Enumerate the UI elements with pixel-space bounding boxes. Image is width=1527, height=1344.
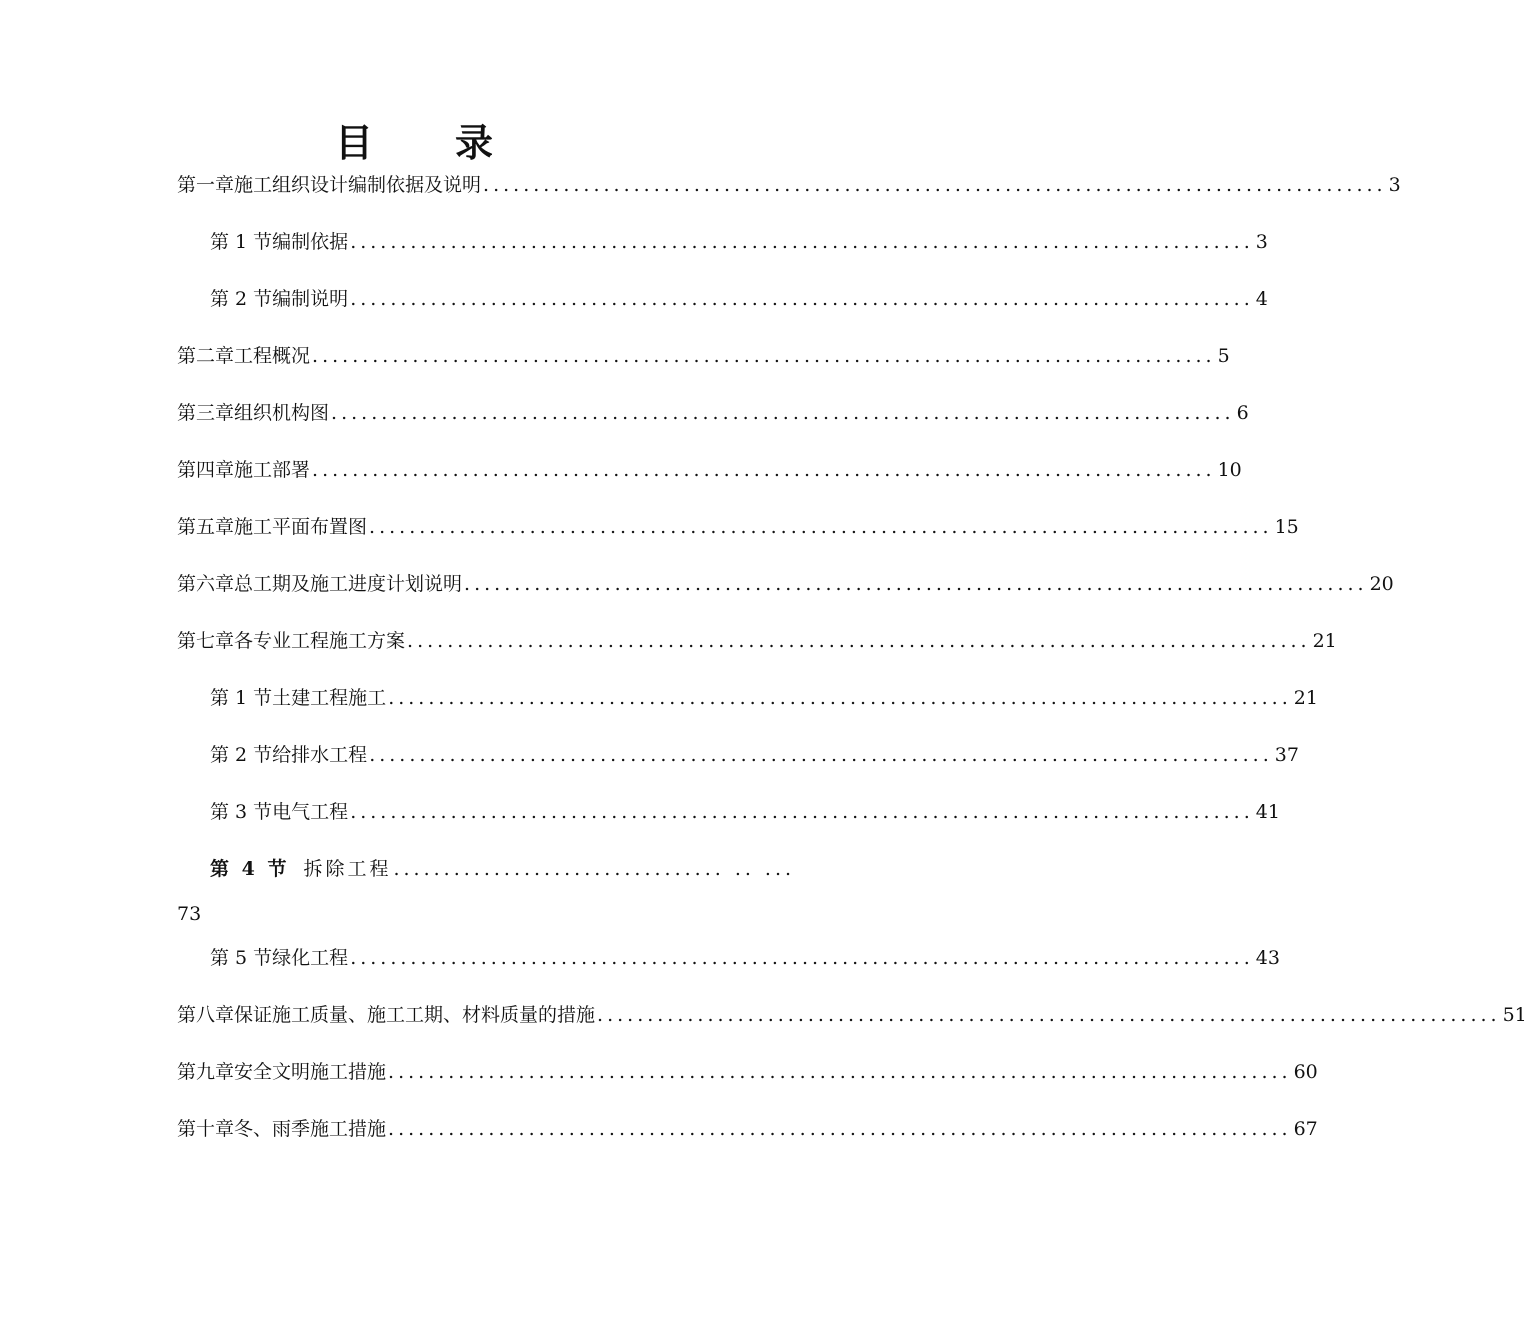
dot-leader: ..........................................................................................: [369, 516, 1273, 538]
toc-page-number: 67: [1293, 1118, 1318, 1140]
toc-page-number: 43: [1255, 947, 1280, 969]
toc-page-number: 51: [1502, 1004, 1527, 1026]
toc-wrapped-page-number: 73: [177, 903, 202, 925]
toc-entry[interactable]: [177, 170, 1401, 200]
toc-page-number: 41: [1255, 801, 1280, 823]
toc-title: 施工平面布置图: [234, 516, 368, 538]
toc-title: 施工部署: [234, 459, 311, 481]
toc-page-number: 21: [1312, 630, 1337, 652]
toc-entry[interactable]: [177, 455, 1242, 485]
toc-title: 给排水工程: [272, 744, 368, 766]
toc-number: 第 2 节: [210, 744, 273, 766]
toc-number: 第三章: [177, 402, 235, 424]
dot-leader: ..........................................................................................: [597, 1004, 1501, 1026]
toc-page-number: 4: [1255, 288, 1268, 310]
toc-number: 第十章: [177, 1118, 235, 1140]
toc-number: 第 3 节: [210, 801, 273, 823]
toc-entry[interactable]: [210, 797, 1280, 827]
toc-entry[interactable]: [177, 1000, 1527, 1030]
toc-page-number: 5: [1217, 345, 1230, 367]
toc-title: 电气工程: [272, 801, 349, 823]
toc-title: 编制依据: [272, 231, 349, 253]
toc-entry[interactable]: [177, 1114, 1318, 1144]
toc-entry[interactable]: [210, 683, 1318, 713]
toc-number: 第 2 节: [210, 288, 273, 310]
toc-title: 各专业工程施工方案: [234, 630, 406, 652]
toc-number: 第四章: [177, 459, 235, 481]
dot-leader: ................................. .. ...: [393, 858, 796, 880]
toc-title: 组织机构图: [234, 402, 330, 424]
toc-title: 绿化工程: [272, 947, 349, 969]
toc-page-number: 20: [1369, 573, 1394, 595]
toc-title: 冬、雨季施工措施: [234, 1118, 387, 1140]
dot-leader: ..........................................................................................: [331, 402, 1235, 424]
toc-number: 第八章: [177, 1004, 235, 1026]
toc-title: 施工组织设计编制依据及说明: [234, 174, 482, 196]
dot-leader: ..........................................................................................: [388, 1061, 1292, 1083]
toc-number: 第二章: [177, 345, 235, 367]
toc-entry[interactable]: [210, 284, 1268, 314]
toc-page-number: 3: [1255, 231, 1268, 253]
toc-number: 第 4 节: [210, 858, 290, 880]
toc-title: 总工期及施工进度计划说明: [234, 573, 463, 595]
toc-title: 保证施工质量、施工工期、材料质量的措施: [234, 1004, 596, 1026]
toc-number: 第五章: [177, 516, 235, 538]
toc-entry[interactable]: [177, 512, 1299, 542]
toc-number: 第六章: [177, 573, 235, 595]
toc-page-number: 6: [1236, 402, 1249, 424]
toc-entry[interactable]: [210, 740, 1299, 770]
dot-leader: ..........................................................................................: [350, 288, 1254, 310]
toc-page-number: 10: [1217, 459, 1242, 481]
toc-page-number: 3: [1388, 174, 1401, 196]
toc-entry[interactable]: [177, 398, 1249, 428]
toc-number: 第 1 节: [210, 231, 273, 253]
toc-page-number: 37: [1274, 744, 1299, 766]
toc-title: 土建工程施工: [272, 687, 387, 709]
toc-entry[interactable]: [210, 943, 1280, 973]
dot-leader: ..........................................................................................: [483, 174, 1387, 196]
toc-number: 第 1 节: [210, 687, 273, 709]
dot-leader: ..........................................................................................: [464, 573, 1368, 595]
page-title: 目 录: [334, 120, 495, 165]
toc-entry[interactable]: [210, 854, 853, 884]
toc-title: 编制说明: [272, 288, 349, 310]
toc-entry[interactable]: [177, 341, 1230, 371]
toc-number: 第七章: [177, 630, 235, 652]
dot-leader: ..........................................................................................: [350, 947, 1254, 969]
toc-page-number: 15: [1274, 516, 1299, 538]
toc-number: 第一章: [177, 174, 235, 196]
dot-leader: ..........................................................................................: [369, 744, 1273, 766]
dot-leader: ..........................................................................................: [312, 345, 1216, 367]
toc-entry[interactable]: [177, 1057, 1318, 1087]
toc-entry[interactable]: [177, 569, 1394, 599]
toc-title: 工程概况: [234, 345, 311, 367]
toc-title: 拆除工程: [303, 858, 392, 880]
toc-entry[interactable]: [210, 227, 1268, 257]
dot-leader: ..........................................................................................: [312, 459, 1216, 481]
dot-leader: ..........................................................................................: [350, 801, 1254, 823]
dot-leader: ..........................................................................................: [388, 687, 1292, 709]
toc-number: 第九章: [177, 1061, 235, 1083]
toc-number: 第 5 节: [210, 947, 273, 969]
toc-page-number: 60: [1293, 1061, 1318, 1083]
dot-leader: ..........................................................................................: [350, 231, 1254, 253]
toc-entry[interactable]: [177, 626, 1337, 656]
toc-page-number: 21: [1293, 687, 1318, 709]
dot-leader: ..........................................................................................: [407, 630, 1311, 652]
toc-title: 安全文明施工措施: [234, 1061, 387, 1083]
dot-leader: ..........................................................................................: [388, 1118, 1292, 1140]
